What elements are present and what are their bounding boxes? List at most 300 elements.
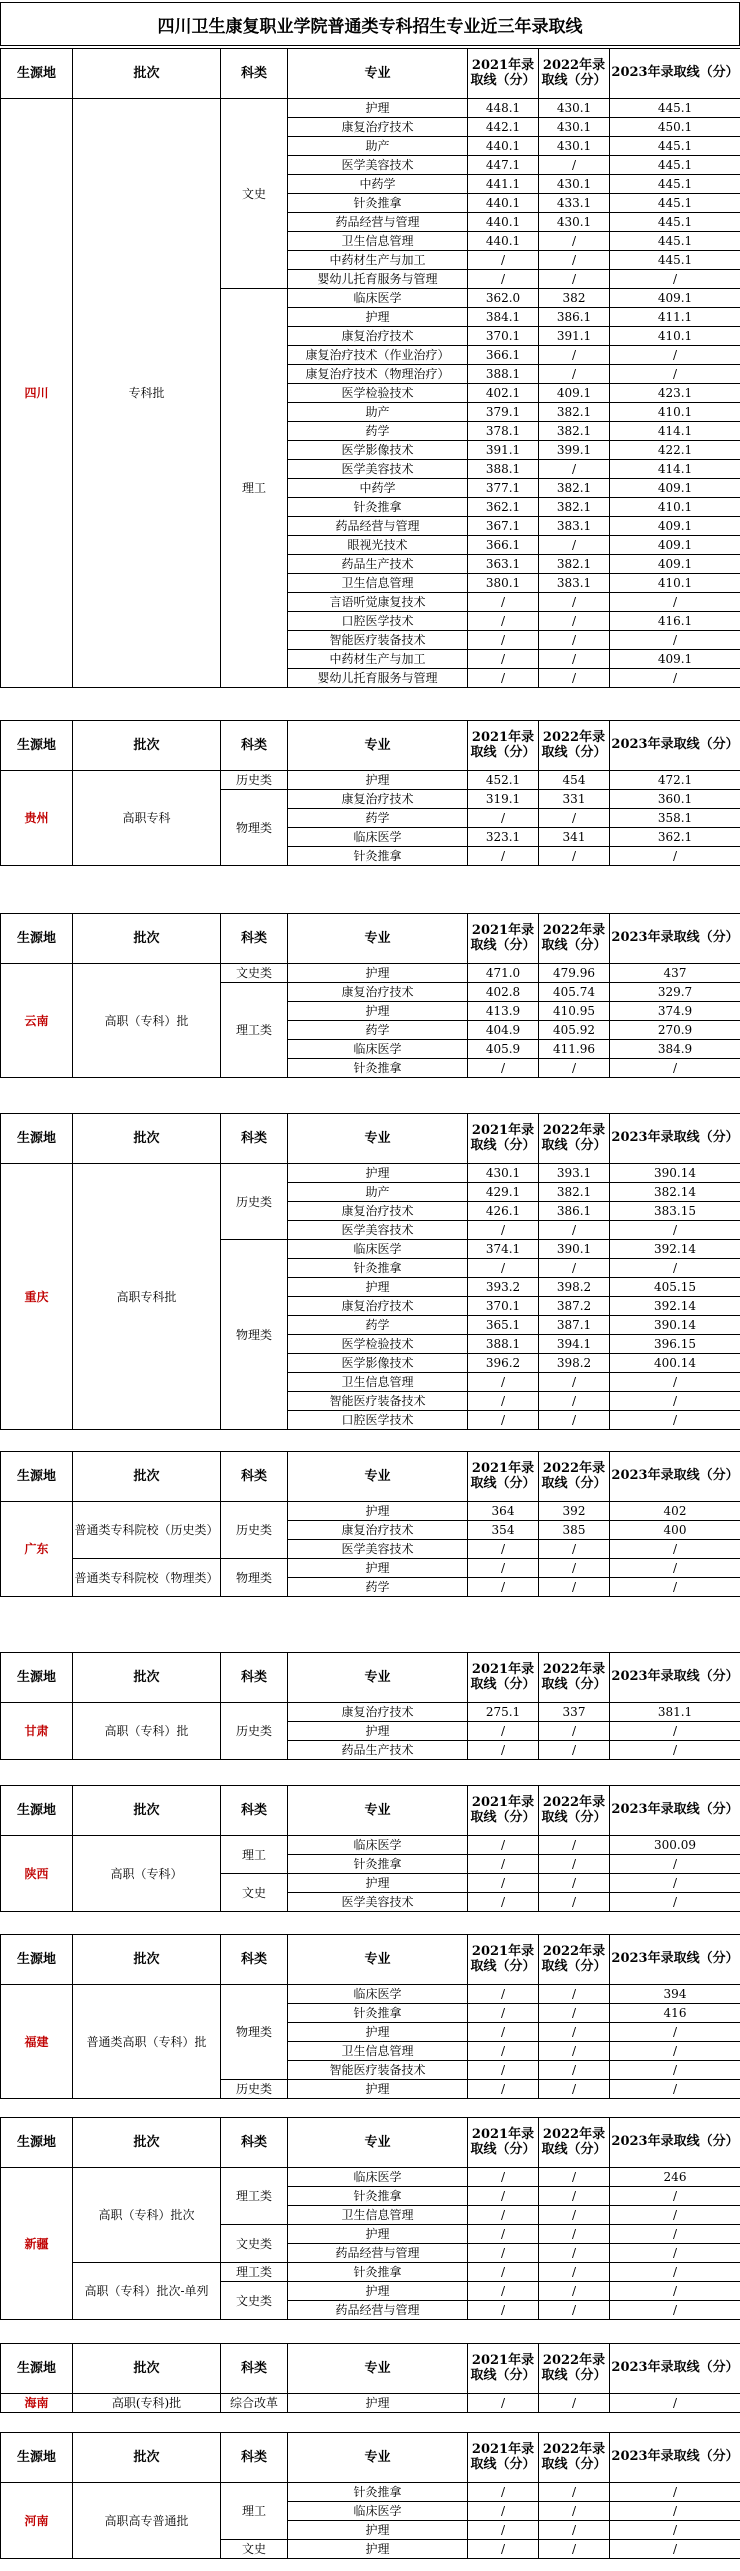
score-2023: 246 [610, 2168, 740, 2187]
header-batch: 批次 [73, 1653, 221, 1703]
score-2021: / [468, 2061, 539, 2080]
province-cell: 甘肃 [1, 1703, 73, 1760]
score-2023: / [610, 593, 740, 612]
header-row [1, 1653, 740, 1703]
batch-cell: 高职（专科） [73, 1836, 221, 1912]
major-cell: 中药材生产与加工 [288, 650, 468, 669]
header-2022: 2022年录取线（分） [539, 1114, 610, 1164]
score-2022: 409.1 [539, 384, 610, 403]
header-source: 生源地 [1, 914, 73, 964]
batch-cell: 高职（专科）批 [73, 1703, 221, 1760]
score-2022: 411.96 [539, 1040, 610, 1059]
header-2022: 2022年录取线（分） [539, 914, 610, 964]
major-cell: 护理 [288, 2521, 468, 2540]
score-2022: 385 [539, 1521, 610, 1540]
major-cell: 卫生信息管理 [288, 2042, 468, 2061]
subject-cell: 历史类 [221, 771, 288, 790]
score-2022: / [539, 2244, 610, 2263]
score-2022: 390.1 [539, 1240, 610, 1259]
score-2023: 362.1 [610, 828, 740, 847]
score-2022: / [539, 2225, 610, 2244]
score-2023: 409.1 [610, 650, 740, 669]
score-2022: 394.1 [539, 1335, 610, 1354]
score-2022: 479.96 [539, 964, 610, 983]
major-cell: 康复治疗技术（物理治疗） [288, 365, 468, 384]
admission-table [0, 1451, 740, 1597]
header-2022: 2022年录取线（分） [539, 2344, 610, 2394]
score-2022: 399.1 [539, 441, 610, 460]
score-2023: 409.1 [610, 517, 740, 536]
score-2022: / [539, 809, 610, 828]
score-2022: / [539, 593, 610, 612]
score-2021: / [468, 669, 539, 688]
score-2021: / [468, 251, 539, 270]
major-cell: 医学影像技术 [288, 441, 468, 460]
major-cell: 药学 [288, 809, 468, 828]
header-2023: 2023年录取线（分） [610, 2433, 740, 2483]
major-cell: 药品经营与管理 [288, 2244, 468, 2263]
major-cell: 医学检验技术 [288, 384, 468, 403]
major-cell: 康复治疗技术 [288, 327, 468, 346]
score-2023: / [610, 847, 740, 866]
major-cell: 药学 [288, 422, 468, 441]
major-cell: 康复治疗技术 [288, 118, 468, 137]
score-2023: / [610, 631, 740, 650]
score-2023: 410.1 [610, 498, 740, 517]
header-batch: 批次 [73, 914, 221, 964]
province-cell: 福建 [1, 1985, 73, 2099]
header-row [1, 721, 740, 771]
table-row [1, 1836, 740, 1855]
major-cell: 护理 [288, 1164, 468, 1183]
score-2023: 410.1 [610, 574, 740, 593]
major-cell: 中药学 [288, 175, 468, 194]
header-2021: 2021年录取线（分） [468, 2344, 539, 2394]
major-cell: 针灸推拿 [288, 1059, 468, 1078]
province-section [0, 1934, 740, 2099]
score-2023: 384.9 [610, 1040, 740, 1059]
score-2022: 382 [539, 289, 610, 308]
header-source: 生源地 [1, 1786, 73, 1836]
major-cell: 中药材生产与加工 [288, 251, 468, 270]
score-2022: 382.1 [539, 1183, 610, 1202]
score-2021: / [468, 1741, 539, 1760]
score-2022: / [539, 365, 610, 384]
header-2022: 2022年录取线（分） [539, 721, 610, 771]
score-2022: / [539, 1059, 610, 1078]
score-2022: 392 [539, 1502, 610, 1521]
score-2021: / [468, 1221, 539, 1240]
score-2023: / [610, 2301, 740, 2320]
score-2022: / [539, 1259, 610, 1278]
major-cell: 临床医学 [288, 1836, 468, 1855]
major-cell: 婴幼儿托育服务与管理 [288, 669, 468, 688]
subject-cell: 理工类 [221, 2168, 288, 2225]
header-batch: 批次 [73, 1786, 221, 1836]
score-2021: / [468, 631, 539, 650]
major-cell: 护理 [288, 2540, 468, 2559]
score-2021: 471.0 [468, 964, 539, 983]
score-2023: 392.14 [610, 1297, 740, 1316]
table-row [1, 2483, 740, 2502]
score-2021: 393.2 [468, 1278, 539, 1297]
score-2021: 275.1 [468, 1703, 539, 1722]
score-2022: / [539, 2263, 610, 2282]
score-2021: 367.1 [468, 517, 539, 536]
score-2023: 409.1 [610, 555, 740, 574]
batch-cell: 高职专科批 [73, 1164, 221, 1430]
score-2021: / [468, 1559, 539, 1578]
province-cell: 新疆 [1, 2168, 73, 2320]
header-major: 专业 [288, 914, 468, 964]
score-2021: 429.1 [468, 1183, 539, 1202]
batch-cell: 普通类高职（专科）批 [73, 1985, 221, 2099]
score-2021: / [468, 1985, 539, 2004]
score-2023: 416.1 [610, 612, 740, 631]
header-subject: 科类 [221, 49, 288, 99]
score-2021: / [468, 1411, 539, 1430]
score-2023: 400.14 [610, 1354, 740, 1373]
header-source: 生源地 [1, 2118, 73, 2168]
score-2022: / [539, 1578, 610, 1597]
major-cell: 护理 [288, 1874, 468, 1893]
admission-table [0, 1652, 740, 1760]
score-2023: / [610, 2023, 740, 2042]
major-cell: 药品生产技术 [288, 555, 468, 574]
major-cell: 临床医学 [288, 2502, 468, 2521]
header-major: 专业 [288, 1653, 468, 1703]
score-2021: / [468, 2540, 539, 2559]
header-source: 生源地 [1, 49, 73, 99]
score-2022: / [539, 2282, 610, 2301]
score-2021: 391.1 [468, 441, 539, 460]
score-2022: 454 [539, 771, 610, 790]
score-2023: 383.15 [610, 1202, 740, 1221]
header-2021: 2021年录取线（分） [468, 1452, 539, 1502]
score-2021: / [468, 2080, 539, 2099]
score-2021: / [468, 2521, 539, 2540]
major-cell: 药品经营与管理 [288, 2301, 468, 2320]
admission-table [0, 2343, 740, 2413]
score-2022: / [539, 1741, 610, 1760]
score-2023: 445.1 [610, 194, 740, 213]
province-section [0, 2343, 740, 2413]
score-2022: / [539, 2080, 610, 2099]
score-2021: 440.1 [468, 137, 539, 156]
score-2022: 391.1 [539, 327, 610, 346]
header-subject: 科类 [221, 1452, 288, 1502]
major-cell: 口腔医学技术 [288, 612, 468, 631]
header-source: 生源地 [1, 721, 73, 771]
score-2023: / [610, 2394, 740, 2413]
score-2021: 441.1 [468, 175, 539, 194]
score-2023: / [610, 2244, 740, 2263]
major-cell: 护理 [288, 2394, 468, 2413]
batch-cell: 高职(专科)批 [73, 2394, 221, 2413]
header-batch: 批次 [73, 2433, 221, 2483]
major-cell: 眼视光技术 [288, 536, 468, 555]
score-2021: / [468, 612, 539, 631]
score-2021: 319.1 [468, 790, 539, 809]
province-cell: 重庆 [1, 1164, 73, 1430]
score-2022: / [539, 1893, 610, 1912]
major-cell: 中药学 [288, 479, 468, 498]
header-row [1, 1452, 740, 1502]
score-2023: 409.1 [610, 536, 740, 555]
score-2023: / [610, 2206, 740, 2225]
major-cell: 智能医疗装备技术 [288, 2061, 468, 2080]
score-2021: / [468, 1259, 539, 1278]
score-2023: / [610, 2521, 740, 2540]
major-cell: 药学 [288, 1316, 468, 1335]
score-2023: / [610, 1221, 740, 1240]
score-2022: 383.1 [539, 517, 610, 536]
score-2022: / [539, 1540, 610, 1559]
score-2023: 445.1 [610, 99, 740, 118]
major-cell: 康复治疗技术（作业治疗） [288, 346, 468, 365]
score-2021: 402.1 [468, 384, 539, 403]
major-cell: 针灸推拿 [288, 2263, 468, 2282]
score-2022: / [539, 2042, 610, 2061]
score-2021: 377.1 [468, 479, 539, 498]
major-cell: 护理 [288, 99, 468, 118]
score-2022: / [539, 669, 610, 688]
score-2023: 410.1 [610, 327, 740, 346]
score-2023: 416 [610, 2004, 740, 2023]
major-cell: 护理 [288, 771, 468, 790]
header-source: 生源地 [1, 1653, 73, 1703]
score-2022: 430.1 [539, 99, 610, 118]
major-cell: 医学美容技术 [288, 156, 468, 175]
major-cell: 康复治疗技术 [288, 983, 468, 1002]
score-2021: 384.1 [468, 308, 539, 327]
score-2023: / [610, 2225, 740, 2244]
province-section [0, 1451, 740, 1597]
header-major: 专业 [288, 2433, 468, 2483]
score-2022: / [539, 1221, 610, 1240]
major-cell: 康复治疗技术 [288, 1297, 468, 1316]
score-2023: 374.9 [610, 1002, 740, 1021]
score-2022: 382.1 [539, 479, 610, 498]
province-section [0, 2432, 740, 2559]
header-2021: 2021年录取线（分） [468, 1114, 539, 1164]
score-2022: / [539, 1411, 610, 1430]
header-batch: 批次 [73, 1935, 221, 1985]
score-2021: 366.1 [468, 536, 539, 555]
header-2023: 2023年录取线（分） [610, 2344, 740, 2394]
table-row [1, 964, 740, 983]
header-2022: 2022年录取线（分） [539, 1653, 610, 1703]
header-major: 专业 [288, 1935, 468, 1985]
subject-cell: 文史类 [221, 2282, 288, 2320]
score-2022: / [539, 612, 610, 631]
score-2023: 329.7 [610, 983, 740, 1002]
score-2023: / [610, 365, 740, 384]
score-2021: 440.1 [468, 194, 539, 213]
score-2022: 398.2 [539, 1278, 610, 1297]
score-2021: / [468, 1874, 539, 1893]
subject-cell: 理工 [221, 1836, 288, 1874]
subject-cell: 物理类 [221, 1559, 288, 1597]
score-2021: 364 [468, 1502, 539, 1521]
score-2022: 382.1 [539, 422, 610, 441]
subject-cell: 历史类 [221, 2080, 288, 2099]
score-2022: / [539, 631, 610, 650]
header-2023: 2023年录取线（分） [610, 1786, 740, 1836]
score-2022: / [539, 1373, 610, 1392]
score-2022: / [539, 2168, 610, 2187]
score-2023: / [610, 1540, 740, 1559]
major-cell: 临床医学 [288, 2168, 468, 2187]
subject-cell: 文史类 [221, 964, 288, 983]
score-2022: / [539, 270, 610, 289]
score-2021: 378.1 [468, 422, 539, 441]
score-2021: 448.1 [468, 99, 539, 118]
major-cell: 护理 [288, 2023, 468, 2042]
header-2021: 2021年录取线（分） [468, 1935, 539, 1985]
header-source: 生源地 [1, 2433, 73, 2483]
score-2021: / [468, 1540, 539, 1559]
score-2023: / [610, 2483, 740, 2502]
major-cell: 护理 [288, 308, 468, 327]
header-2023: 2023年录取线（分） [610, 1653, 740, 1703]
score-2021: 362.1 [468, 498, 539, 517]
score-2022: / [539, 232, 610, 251]
score-2022: 387.1 [539, 1316, 610, 1335]
province-cell: 陕西 [1, 1836, 73, 1912]
score-2021: 396.2 [468, 1354, 539, 1373]
subject-cell: 物理类 [221, 790, 288, 866]
score-2021: / [468, 2004, 539, 2023]
score-2021: / [468, 2301, 539, 2320]
header-batch: 批次 [73, 2118, 221, 2168]
province-cell: 河南 [1, 2483, 73, 2559]
major-cell: 针灸推拿 [288, 2187, 468, 2206]
header-row [1, 2344, 740, 2394]
admission-table [0, 1934, 740, 2099]
score-2021: 370.1 [468, 327, 539, 346]
admission-table [0, 1113, 740, 1430]
subject-cell: 文史类 [221, 2225, 288, 2263]
score-2023: 445.1 [610, 232, 740, 251]
province-cell: 云南 [1, 964, 73, 1078]
score-2023: 409.1 [610, 289, 740, 308]
score-2023: 382.14 [610, 1183, 740, 1202]
major-cell: 护理 [288, 2080, 468, 2099]
major-cell: 临床医学 [288, 289, 468, 308]
major-cell: 康复治疗技术 [288, 1202, 468, 1221]
score-2021: 452.1 [468, 771, 539, 790]
major-cell: 药品经营与管理 [288, 213, 468, 232]
score-2023: 414.1 [610, 422, 740, 441]
admission-table [0, 720, 740, 866]
score-2022: 398.2 [539, 1354, 610, 1373]
score-2023: / [610, 1874, 740, 1893]
score-2021: / [468, 650, 539, 669]
score-2022: / [539, 156, 610, 175]
header-row [1, 2433, 740, 2483]
score-2021: 402.8 [468, 983, 539, 1002]
score-2022: / [539, 2023, 610, 2042]
province-cell: 广东 [1, 1502, 73, 1597]
major-cell: 护理 [288, 964, 468, 983]
score-2021: 447.1 [468, 156, 539, 175]
header-major: 专业 [288, 1114, 468, 1164]
score-2021: / [468, 2483, 539, 2502]
score-2023: / [610, 2061, 740, 2080]
major-cell: 医学影像技术 [288, 1354, 468, 1373]
subject-cell: 综合改革 [221, 2394, 288, 2413]
score-2023: 396.15 [610, 1335, 740, 1354]
score-2021: 430.1 [468, 1164, 539, 1183]
header-batch: 批次 [73, 49, 221, 99]
score-2023: / [610, 1059, 740, 1078]
header-2023: 2023年录取线（分） [610, 914, 740, 964]
header-subject: 科类 [221, 914, 288, 964]
major-cell: 卫生信息管理 [288, 1373, 468, 1392]
major-cell: 针灸推拿 [288, 498, 468, 517]
header-2022: 2022年录取线（分） [539, 2118, 610, 2168]
score-2023: / [610, 270, 740, 289]
major-cell: 言语听觉康复技术 [288, 593, 468, 612]
score-2021: 363.1 [468, 555, 539, 574]
score-2022: / [539, 1874, 610, 1893]
header-subject: 科类 [221, 721, 288, 771]
header-row [1, 1786, 740, 1836]
score-2022: / [539, 1985, 610, 2004]
score-2022: 430.1 [539, 137, 610, 156]
province-section [0, 1785, 740, 1912]
table-row [1, 2168, 740, 2187]
major-cell: 卫生信息管理 [288, 574, 468, 593]
score-2023: / [610, 346, 740, 365]
major-cell: 助产 [288, 137, 468, 156]
score-2023: / [610, 2502, 740, 2521]
header-2023: 2023年录取线（分） [610, 2118, 740, 2168]
header-batch: 批次 [73, 1452, 221, 1502]
major-cell: 护理 [288, 2225, 468, 2244]
score-2022: / [539, 2187, 610, 2206]
major-cell: 医学美容技术 [288, 1893, 468, 1912]
major-cell: 针灸推拿 [288, 1259, 468, 1278]
score-2022: / [539, 2061, 610, 2080]
subject-cell: 理工 [221, 289, 288, 688]
score-2022: / [539, 2004, 610, 2023]
score-2022: / [539, 1392, 610, 1411]
score-2023: 445.1 [610, 156, 740, 175]
score-2023: / [610, 1855, 740, 1874]
score-2023: / [610, 1559, 740, 1578]
score-2021: / [468, 2244, 539, 2263]
score-2023: 409.1 [610, 479, 740, 498]
header-2023: 2023年录取线（分） [610, 1935, 740, 1985]
score-2022: 382.1 [539, 498, 610, 517]
score-2021: 365.1 [468, 1316, 539, 1335]
major-cell: 针灸推拿 [288, 2004, 468, 2023]
score-2021: / [468, 1059, 539, 1078]
score-2023: / [610, 2540, 740, 2559]
score-2022: 430.1 [539, 175, 610, 194]
admission-table [0, 913, 740, 1078]
admission-table [0, 2432, 740, 2559]
score-2021: / [468, 2042, 539, 2061]
score-2023: / [610, 669, 740, 688]
header-row [1, 49, 740, 99]
score-2023: 402 [610, 1502, 740, 1521]
score-2022: / [539, 1559, 610, 1578]
score-2021: / [468, 809, 539, 828]
major-cell: 护理 [288, 1722, 468, 1741]
